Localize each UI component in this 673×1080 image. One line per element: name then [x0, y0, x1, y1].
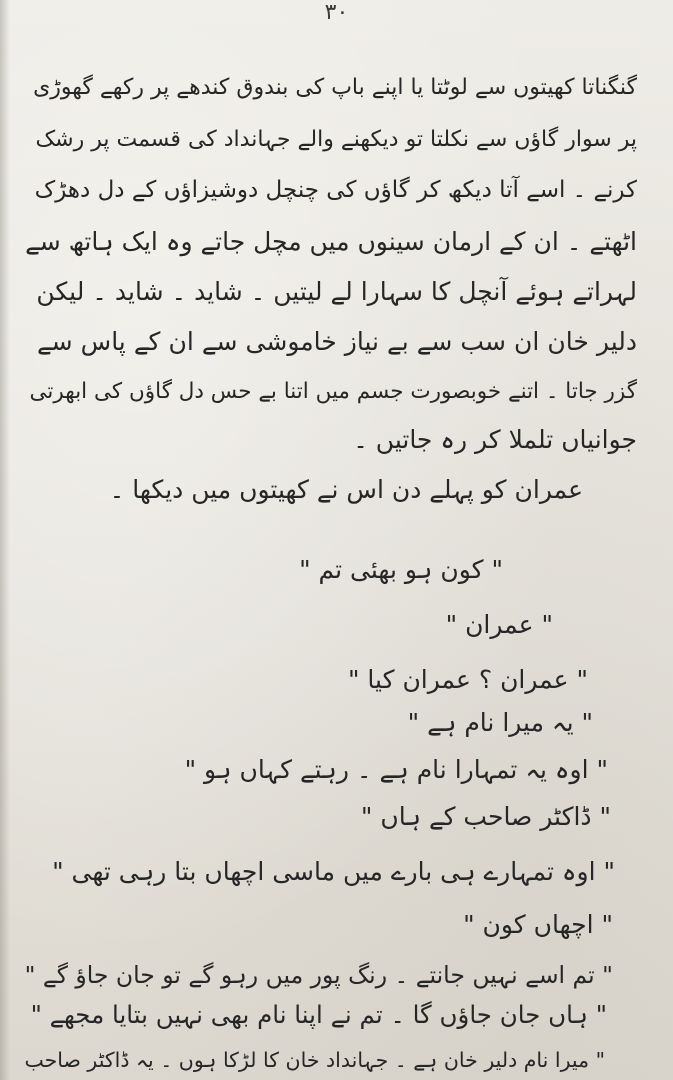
paragraph-line: کرنے ۔ اسے آتا دیکھ کر گاؤں کی چنچل دوشیزاؤں کے دل دھڑک: [34, 177, 637, 203]
dialogue-line: " کون ہو بھئی تم ": [299, 555, 503, 584]
dialogue-line: " اچھاں کون ": [463, 910, 613, 939]
page-number: ۳۰: [324, 0, 349, 25]
paragraph-line: دلیر خان ان سب سے بے نیاز خاموشی سے ان کے پاس سے: [37, 327, 637, 356]
dialogue-line: " تم اسے نہیں جانتے ۔ رنگ پور میں رہو گے تو جان جاؤ گے ": [24, 961, 613, 989]
dialogue-line: " اوہ تمہارے ہی بارے میں ماسی اچھاں بتا رہی تھی ": [52, 857, 615, 886]
dialogue-line: " عمران ؟ عمران کیا ": [347, 665, 588, 694]
paragraph-line: جوانیاں تلملا کر رہ جاتیں ۔: [353, 425, 637, 454]
dialogue-line: " میرا نام دلیر خان ہے ۔ جہانداد خان کا لڑکا ہوں ۔ یہ ڈاکٹر صاحب: [24, 1048, 605, 1072]
paragraph-line: پر سوار گاؤں سے نکلتا تو دیکھنے والے جہانداد کی قسمت پر رشک: [35, 127, 637, 152]
dialogue-line: " ڈاکٹر صاحب کے ہاں ": [360, 802, 611, 831]
dialogue-line: " ہاں جان جاؤں گا ۔ تم نے اپنا نام بھی نہیں بتایا مجھے ": [30, 1000, 607, 1029]
paragraph-line: گزر جاتا ۔ اتنے خوبصورت جسم میں اتنا بے حس دل گاؤں کی ابھرتی: [29, 379, 637, 404]
page-edge-shadow: [0, 0, 10, 1080]
paragraph-line: لہراتے ہوئے آنچل کا سہارا لے لیتیں ۔ شاید ۔ شاید ۔ لیکن: [36, 277, 637, 306]
dialogue-line: " عمران ": [445, 610, 553, 639]
intro-line: عمران کو پہلے دن اس نے کھیتوں میں دیکھا ۔: [109, 475, 583, 504]
paragraph-line: اٹھتے ۔ ان کے ارمان سینوں میں مچل جاتے وہ ایک ہاتھ سے: [25, 227, 637, 256]
dialogue-line: " اوہ یہ تمہارا نام ہے ۔ رہتے کہاں ہو ": [184, 755, 608, 784]
dialogue-line: " یہ میرا نام ہے ": [407, 708, 593, 737]
paragraph-line: گنگناتا کھیتوں سے لوٹتا یا اپنے باپ کی بندوق کندھے پر رکھے گھوڑی: [33, 75, 637, 100]
